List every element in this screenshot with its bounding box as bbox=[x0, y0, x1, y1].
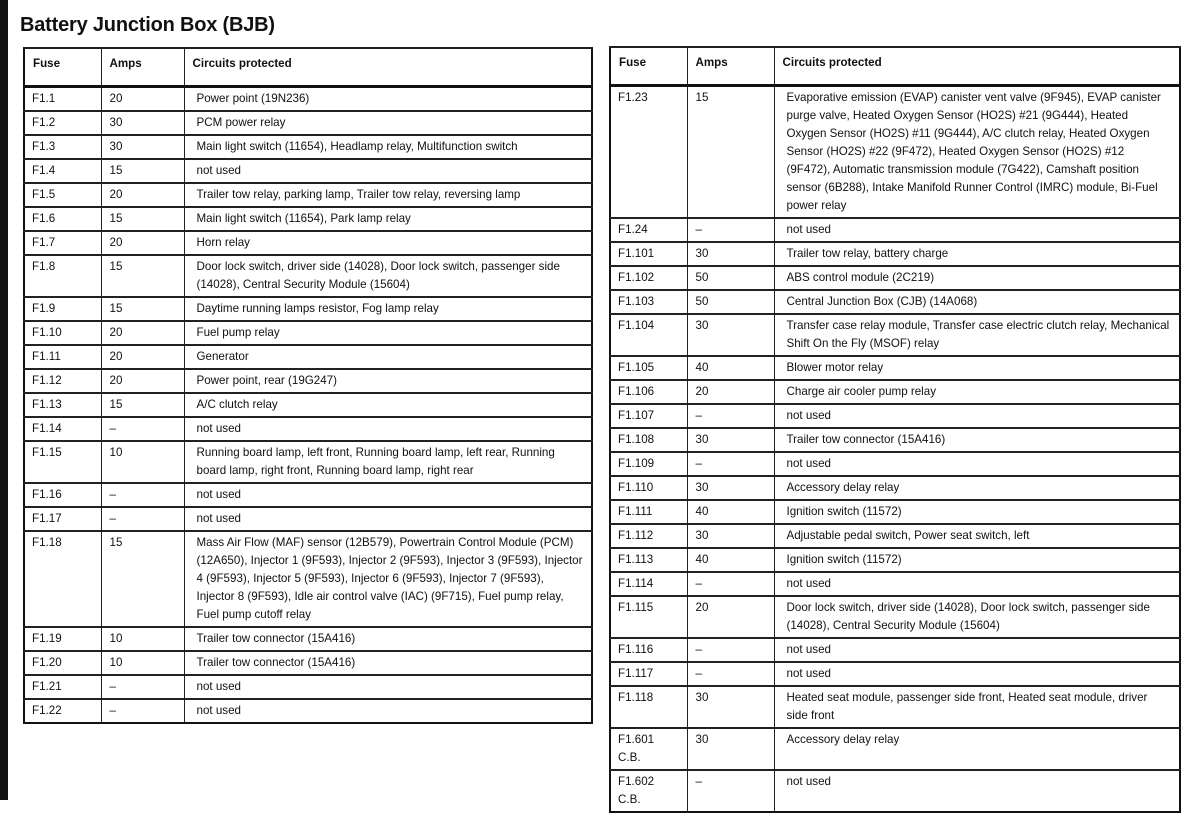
fuse-cell: F1.115 bbox=[610, 596, 687, 638]
circuits-cell: Main light switch (11654), Park lamp relay bbox=[184, 207, 592, 231]
circuits-cell: Trailer tow connector (15A416) bbox=[774, 428, 1180, 452]
circuits-cell: Fuel pump relay bbox=[184, 321, 592, 345]
amps-cell: 15 bbox=[101, 531, 184, 627]
header-fuse: Fuse bbox=[24, 48, 101, 87]
table-row bbox=[610, 290, 1180, 314]
circuits-cell: Daytime running lamps resistor, Fog lamp relay bbox=[184, 297, 592, 321]
fuse-cell: F1.7 bbox=[24, 231, 101, 255]
table-row bbox=[24, 87, 592, 112]
fuse-cell: F1.101 bbox=[610, 242, 687, 266]
fuse-cell: F1.602 C.B. bbox=[610, 770, 687, 812]
amps-cell: 30 bbox=[687, 524, 774, 548]
table-row bbox=[24, 627, 592, 651]
fuse-cell: F1.12 bbox=[24, 369, 101, 393]
table-row bbox=[24, 207, 592, 231]
circuits-cell: Heated seat module, passenger side front, Heated seat module, driver side front bbox=[774, 686, 1180, 728]
table-row bbox=[24, 111, 592, 135]
amps-cell: 20 bbox=[101, 87, 184, 112]
table-row bbox=[24, 255, 592, 297]
table-row bbox=[610, 476, 1180, 500]
header-amps: Amps bbox=[101, 48, 184, 87]
table-header-row bbox=[24, 48, 592, 87]
circuits-cell: Ignition switch (11572) bbox=[774, 500, 1180, 524]
table-row bbox=[24, 345, 592, 369]
amps-cell: 20 bbox=[101, 231, 184, 255]
amps-cell: – bbox=[687, 572, 774, 596]
circuits-cell: Door lock switch, driver side (14028), Door lock switch, passenger side (14028), Central Security Module (15604) bbox=[774, 596, 1180, 638]
amps-cell: 30 bbox=[687, 686, 774, 728]
circuits-cell: Accessory delay relay bbox=[774, 476, 1180, 500]
circuits-cell: Adjustable pedal switch, Power seat switch, left bbox=[774, 524, 1180, 548]
table-row bbox=[610, 500, 1180, 524]
fuse-cell: F1.118 bbox=[610, 686, 687, 728]
fuse-cell: F1.109 bbox=[610, 452, 687, 476]
fuse-cell: F1.111 bbox=[610, 500, 687, 524]
table-row bbox=[610, 662, 1180, 686]
amps-cell: 15 bbox=[101, 393, 184, 417]
table-row bbox=[24, 507, 592, 531]
circuits-cell: Central Junction Box (CJB) (14A068) bbox=[774, 290, 1180, 314]
circuits-cell: not used bbox=[774, 404, 1180, 428]
table-row bbox=[24, 369, 592, 393]
circuits-cell: PCM power relay bbox=[184, 111, 592, 135]
fuse-cell: F1.4 bbox=[24, 159, 101, 183]
amps-cell: – bbox=[687, 404, 774, 428]
fuse-cell: F1.104 bbox=[610, 314, 687, 356]
table-row bbox=[24, 135, 592, 159]
page-edge-shadow bbox=[0, 0, 8, 800]
circuits-cell: not used bbox=[184, 507, 592, 531]
circuits-cell: not used bbox=[774, 662, 1180, 686]
amps-cell: 15 bbox=[687, 86, 774, 219]
fuse-cell: F1.11 bbox=[24, 345, 101, 369]
fuse-cell: F1.108 bbox=[610, 428, 687, 452]
fuse-table-right bbox=[609, 46, 1181, 813]
amps-cell: – bbox=[101, 675, 184, 699]
table-row bbox=[610, 638, 1180, 662]
fuse-cell: F1.5 bbox=[24, 183, 101, 207]
circuits-cell: not used bbox=[184, 699, 592, 723]
table-row bbox=[610, 572, 1180, 596]
table-row bbox=[610, 548, 1180, 572]
circuits-cell: Evaporative emission (EVAP) canister vent valve (9F945), EVAP canister purge valve, Heated Oxygen Sensor (HO2S) #21 (9G444), Heated Oxygen Sensor (HO2S) #11 (9G444), A/C clutch relay, Heated Oxygen Sensor (HO2S) #22 (9F472), Heated Oxygen Sensor (HO2S) #12 (9F472), Automatic transmission module (7G422), Camshaft position sensor (6B288), Intake Manifold Runner Control (IMRC) module, Bi-Fuel power relay bbox=[774, 86, 1180, 219]
table-row bbox=[610, 596, 1180, 638]
amps-cell: 20 bbox=[101, 369, 184, 393]
fuse-cell: F1.103 bbox=[610, 290, 687, 314]
table-row bbox=[610, 356, 1180, 380]
circuits-cell: not used bbox=[774, 452, 1180, 476]
header-fuse: Fuse bbox=[610, 47, 687, 86]
circuits-cell: Power point, rear (19G247) bbox=[184, 369, 592, 393]
amps-cell: – bbox=[687, 218, 774, 242]
circuits-cell: not used bbox=[774, 770, 1180, 812]
fuse-cell: F1.110 bbox=[610, 476, 687, 500]
fuse-cell: F1.21 bbox=[24, 675, 101, 699]
fuse-cell: F1.3 bbox=[24, 135, 101, 159]
fuse-cell: F1.601 C.B. bbox=[610, 728, 687, 770]
table-row bbox=[24, 183, 592, 207]
fuse-table-left bbox=[23, 47, 593, 724]
circuits-cell: Trailer tow connector (15A416) bbox=[184, 651, 592, 675]
amps-cell: 50 bbox=[687, 266, 774, 290]
table-row bbox=[24, 321, 592, 345]
table-row bbox=[610, 686, 1180, 728]
fuse-cell: F1.9 bbox=[24, 297, 101, 321]
circuits-cell: not used bbox=[184, 417, 592, 441]
table-row bbox=[24, 531, 592, 627]
table-row bbox=[24, 417, 592, 441]
amps-cell: 15 bbox=[101, 159, 184, 183]
amps-cell: 20 bbox=[687, 596, 774, 638]
table-row bbox=[24, 159, 592, 183]
fuse-cell: F1.113 bbox=[610, 548, 687, 572]
circuits-cell: Charge air cooler pump relay bbox=[774, 380, 1180, 404]
page-title: Battery Junction Box (BJB) bbox=[20, 14, 275, 36]
header-amps: Amps bbox=[687, 47, 774, 86]
fuse-cell: F1.14 bbox=[24, 417, 101, 441]
fuse-cell: F1.105 bbox=[610, 356, 687, 380]
table-row bbox=[610, 428, 1180, 452]
fuse-cell: F1.15 bbox=[24, 441, 101, 483]
fuse-cell: F1.107 bbox=[610, 404, 687, 428]
amps-cell: 15 bbox=[101, 297, 184, 321]
circuits-cell: not used bbox=[774, 638, 1180, 662]
circuits-cell: A/C clutch relay bbox=[184, 393, 592, 417]
table-row bbox=[610, 452, 1180, 476]
amps-cell: 30 bbox=[687, 428, 774, 452]
circuits-cell: Trailer tow connector (15A416) bbox=[184, 627, 592, 651]
circuits-cell: Mass Air Flow (MAF) sensor (12B579), Powertrain Control Module (PCM) (12A650), Injector 1 (9F593), Injector 2 (9F593), Injector 3 (9F593), Injector 4 (9F593), Injector 5 (9F593), Injector 6 (9F593), Injector 7 (9F593), Injector 8 (9F593), Idle air control valve (IAC) (9F715), Fuel pump relay, Fuel pump cutoff relay bbox=[184, 531, 592, 627]
table-row bbox=[24, 297, 592, 321]
circuits-cell: Power point (19N236) bbox=[184, 87, 592, 112]
amps-cell: 30 bbox=[687, 314, 774, 356]
amps-cell: – bbox=[687, 662, 774, 686]
amps-cell: – bbox=[101, 699, 184, 723]
fuse-cell: F1.20 bbox=[24, 651, 101, 675]
fuse-cell: F1.1 bbox=[24, 87, 101, 112]
fuse-cell: F1.17 bbox=[24, 507, 101, 531]
table-row bbox=[24, 651, 592, 675]
fuse-cell: F1.13 bbox=[24, 393, 101, 417]
amps-cell: 40 bbox=[687, 500, 774, 524]
table-row bbox=[610, 728, 1180, 770]
table-row bbox=[610, 242, 1180, 266]
amps-cell: – bbox=[687, 452, 774, 476]
amps-cell: 20 bbox=[101, 183, 184, 207]
fuse-cell: F1.10 bbox=[24, 321, 101, 345]
amps-cell: 10 bbox=[101, 651, 184, 675]
table-row bbox=[24, 675, 592, 699]
amps-cell: 30 bbox=[687, 242, 774, 266]
header-circuits: Circuits protected bbox=[774, 47, 1180, 86]
fuse-cell: F1.102 bbox=[610, 266, 687, 290]
circuits-cell: not used bbox=[184, 483, 592, 507]
amps-cell: 15 bbox=[101, 207, 184, 231]
fuse-cell: F1.16 bbox=[24, 483, 101, 507]
amps-cell: 20 bbox=[101, 321, 184, 345]
fuse-cell: F1.8 bbox=[24, 255, 101, 297]
circuits-cell: not used bbox=[184, 159, 592, 183]
circuits-cell: Main light switch (11654), Headlamp relay, Multifunction switch bbox=[184, 135, 592, 159]
amps-cell: 20 bbox=[687, 380, 774, 404]
amps-cell: – bbox=[101, 417, 184, 441]
amps-cell: 10 bbox=[101, 441, 184, 483]
amps-cell: 50 bbox=[687, 290, 774, 314]
circuits-cell: Accessory delay relay bbox=[774, 728, 1180, 770]
circuits-cell: Trailer tow relay, battery charge bbox=[774, 242, 1180, 266]
fuse-cell: F1.2 bbox=[24, 111, 101, 135]
circuits-cell: Horn relay bbox=[184, 231, 592, 255]
fuse-cell: F1.22 bbox=[24, 699, 101, 723]
circuits-cell: Transfer case relay module, Transfer case electric clutch relay, Mechanical Shift On the Fly (MSOF) relay bbox=[774, 314, 1180, 356]
fuse-cell: F1.19 bbox=[24, 627, 101, 651]
amps-cell: 10 bbox=[101, 627, 184, 651]
table-row bbox=[610, 218, 1180, 242]
amps-cell: 30 bbox=[687, 476, 774, 500]
circuits-cell: Ignition switch (11572) bbox=[774, 548, 1180, 572]
table-header-row bbox=[610, 47, 1180, 86]
table-row bbox=[610, 404, 1180, 428]
amps-cell: 20 bbox=[101, 345, 184, 369]
fuse-cell: F1.24 bbox=[610, 218, 687, 242]
fuse-cell: F1.18 bbox=[24, 531, 101, 627]
amps-cell: 40 bbox=[687, 356, 774, 380]
amps-cell: 40 bbox=[687, 548, 774, 572]
circuits-cell: Generator bbox=[184, 345, 592, 369]
circuits-cell: not used bbox=[774, 218, 1180, 242]
table-row bbox=[24, 699, 592, 723]
table-row bbox=[24, 441, 592, 483]
table-row bbox=[610, 86, 1180, 219]
amps-cell: – bbox=[687, 638, 774, 662]
table-row bbox=[610, 380, 1180, 404]
header-circuits: Circuits protected bbox=[184, 48, 592, 87]
circuits-cell: ABS control module (2C219) bbox=[774, 266, 1180, 290]
amps-cell: 30 bbox=[101, 111, 184, 135]
fuse-cell: F1.6 bbox=[24, 207, 101, 231]
fuse-cell: F1.106 bbox=[610, 380, 687, 404]
amps-cell: – bbox=[101, 507, 184, 531]
amps-cell: 30 bbox=[687, 728, 774, 770]
table-row bbox=[610, 524, 1180, 548]
table-row bbox=[610, 266, 1180, 290]
fuse-cell: F1.114 bbox=[610, 572, 687, 596]
fuse-cell: F1.116 bbox=[610, 638, 687, 662]
amps-cell: 15 bbox=[101, 255, 184, 297]
circuits-cell: Trailer tow relay, parking lamp, Trailer tow relay, reversing lamp bbox=[184, 183, 592, 207]
circuits-cell: Blower motor relay bbox=[774, 356, 1180, 380]
circuits-cell: Door lock switch, driver side (14028), Door lock switch, passenger side (14028), Central Security Module (15604) bbox=[184, 255, 592, 297]
fuse-cell: F1.23 bbox=[610, 86, 687, 219]
table-row bbox=[24, 483, 592, 507]
table-row bbox=[24, 393, 592, 417]
amps-cell: – bbox=[101, 483, 184, 507]
circuits-cell: not used bbox=[184, 675, 592, 699]
circuits-cell: Running board lamp, left front, Running board lamp, left rear, Running board lamp, right front, Running board lamp, right rear bbox=[184, 441, 592, 483]
table-row bbox=[24, 231, 592, 255]
amps-cell: 30 bbox=[101, 135, 184, 159]
fuse-cell: F1.117 bbox=[610, 662, 687, 686]
table-row bbox=[610, 314, 1180, 356]
table-row bbox=[610, 770, 1180, 812]
fuse-cell: F1.112 bbox=[610, 524, 687, 548]
amps-cell: – bbox=[687, 770, 774, 812]
circuits-cell: not used bbox=[774, 572, 1180, 596]
